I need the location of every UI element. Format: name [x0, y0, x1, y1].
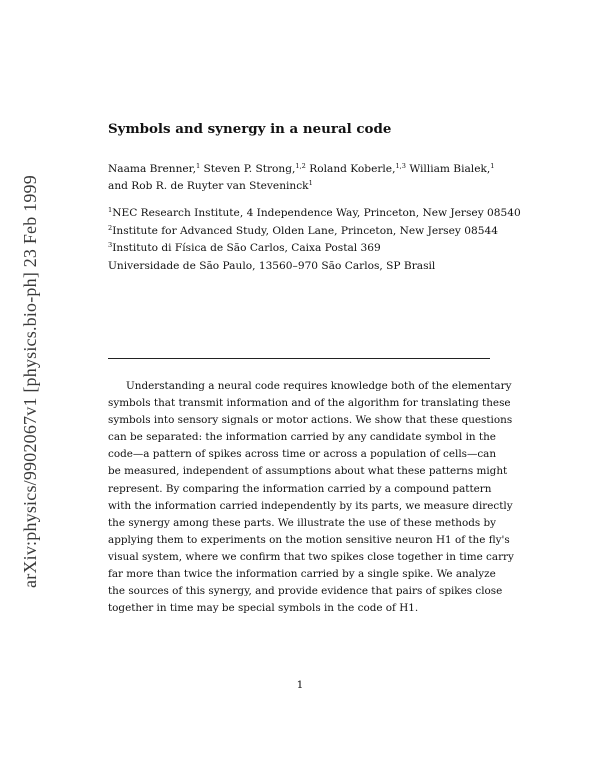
horizontal-rule: [108, 358, 490, 359]
author-name: William Bialek,: [409, 163, 491, 175]
affiliation-mark: 3: [108, 241, 113, 250]
abstract-line: code—a pattern of spikes across time or across a population of cells—can: [108, 448, 497, 461]
author-affiliation-mark: 1: [490, 162, 495, 170]
affiliation-mark: 1: [108, 206, 113, 214]
author-name: Naama Brenner,: [108, 163, 196, 175]
abstract-line: applying them to experiments on the motion sensitive neuron H1 of the fly's: [108, 533, 510, 546]
abstract-line: be measured, independent of assumptions about what these patterns might: [108, 465, 508, 478]
affiliation-line: [108, 223, 508, 241]
page-number: 1: [296, 679, 304, 691]
abstract-line: can be separated: the information carried by any candidate symbol in the: [108, 431, 496, 444]
affiliation-line: [108, 258, 508, 276]
author-affiliation-mark: 1,3: [395, 162, 406, 170]
affiliation-line: [108, 240, 508, 258]
abstract-line: Understanding a neural code requires knowledge both of the elementary: [126, 380, 512, 392]
arxiv-identifier: arXiv:physics/9902067v1 [physics.bio-ph] 23 Feb 1999: [19, 174, 40, 588]
affiliation-text: Instituto di Física de São Carlos, Caixa Postal 369: [112, 242, 381, 255]
abstract-line: the sources of this synergy, and provide evidence that pairs of spikes close: [108, 585, 503, 598]
abstract-line: the synergy among these parts. We illustrate the use of these methods by: [108, 516, 497, 529]
arxiv-side-stamp: [18, 146, 42, 616]
author-line-1: [108, 161, 498, 178]
author-name: and Rob R. de Ruyter van Steveninck: [108, 180, 309, 192]
abstract-line: far more than twice the information carried by a single spike. We analyze: [108, 568, 496, 581]
affiliation-text: Universidade de São Paulo, 13560–970 São Carlos, SP Brasil: [108, 259, 436, 272]
author-name: Roland Koberle,: [309, 163, 396, 175]
abstract-line: represent. By comparing the information carried by a compound pattern: [108, 482, 492, 495]
abstract-line: with the information carried independently by its parts, we measure directly: [108, 499, 513, 512]
author-name: Steven P. Strong,: [203, 163, 296, 175]
abstract-line: visual system, where we confirm that two spikes close together in time carry: [108, 550, 514, 563]
abstract-line: symbols into sensory signals or motor actions. We show that these questions: [108, 414, 513, 427]
paper-title: Symbols and synergy in a neural code: [108, 121, 392, 137]
author-list: [108, 161, 498, 195]
affiliation-text: Institute for Advanced Study, Olden Lane, Princeton, New Jersey 08544: [112, 224, 498, 237]
author-affiliation-mark: 1: [195, 162, 201, 170]
author-affiliation-mark: 1,2: [295, 162, 306, 170]
abstract: [108, 378, 514, 617]
author-line-2: [108, 178, 498, 195]
abstract-line: symbols that transmit information and of the algorithm for translating these: [108, 397, 511, 410]
affiliation-line: [108, 205, 521, 223]
affiliation-mark: 2: [108, 223, 113, 232]
author-affiliation-mark: 1: [308, 179, 313, 187]
affiliation-list: [108, 205, 521, 275]
abstract-line: together in time may be special symbols in the code of H1.: [108, 602, 419, 615]
affiliation-text: NEC Research Institute, 4 Independence Way, Princeton, New Jersey 08540: [112, 207, 521, 219]
